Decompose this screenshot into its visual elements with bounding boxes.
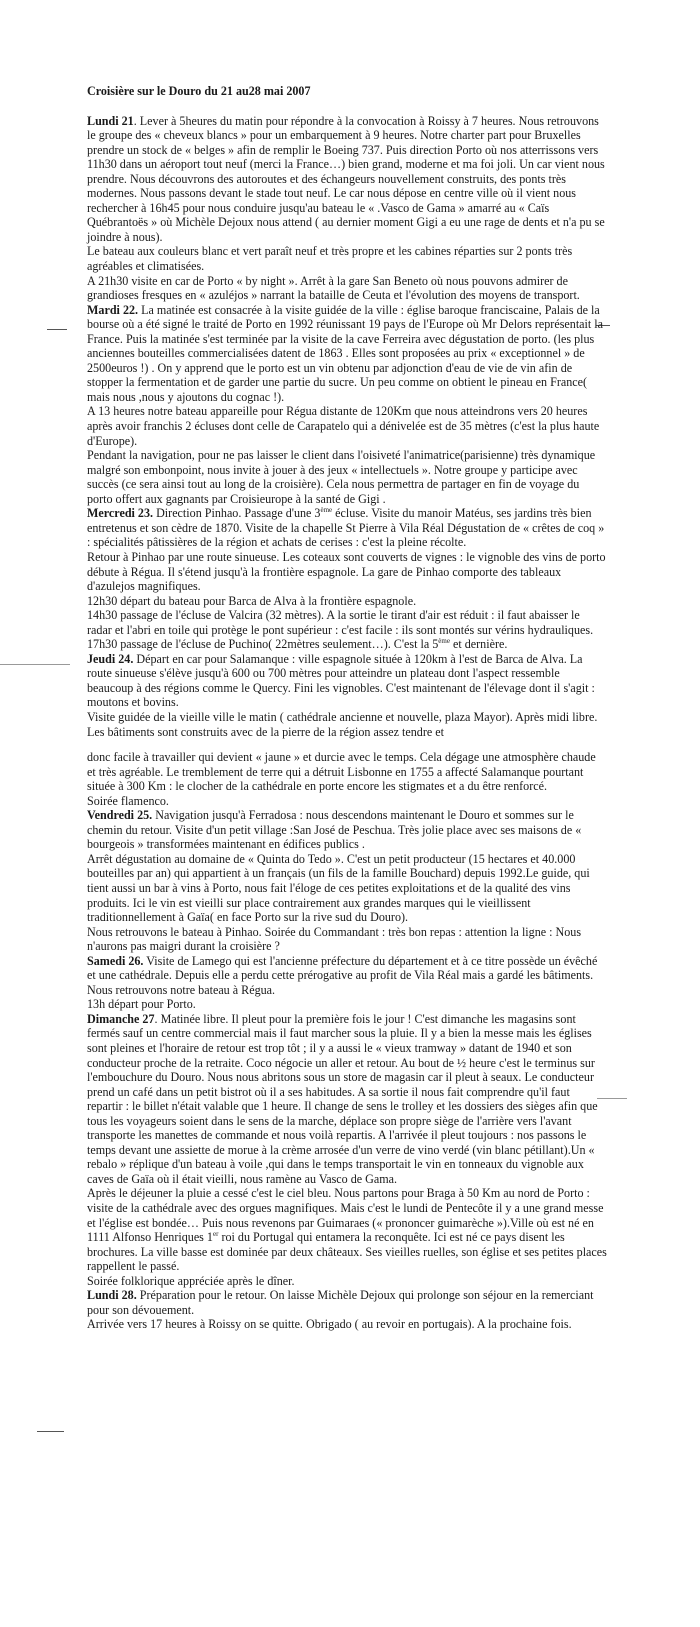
paragraph (87, 794, 607, 809)
paragraph (87, 652, 607, 710)
paragraph-text: A 13 heures notre bateau appareille pour Régua distante de 120Km que nous atteindrons vers 20 heures après avoir franchis 2 écluses dont celle de Carapatelo qui a dénivelée est de 35 mètres (c'est la plus haute d'Europe). (87, 404, 600, 448)
paragraph (87, 1186, 607, 1273)
paragraph-text-continued: écluse. Visite du manoir Matéus, ses jardins très bien entretenus et son cèdre de 1870. Visite de la chapelle St Pierre à Vila Réal Dégustation de « crêtes de coq » : spécialités pâtissières de la région et achats de cerises : c'est la pleine récolte. (87, 506, 605, 550)
paragraph (87, 274, 607, 303)
paragraph-text: donc facile à travailler qui devient « jaune » et durcie avec le temps. Cela dégage une atmosphère chaude et très agréable. Le tremblement de terre qui a détruit Lisbonne en 1755 a affecté Salamanque pourtant située à 300 Km : le clocher de la cathédrale en porte encore les stigmates et a du être renforcé. (87, 750, 596, 794)
paragraph (87, 852, 607, 925)
paragraph (87, 925, 607, 954)
day-heading: Mercredi 23. (87, 506, 154, 521)
paragraph-text: Visite de Lamego qui est l'ancienne préfecture du département et à ce titre possède un évêché et une cathédrale. Depuis elle a perdu cette prérogative au profit de Vila Réal mais a gardé les bâtiments. Nous retrouvons notre bateau à Régua. (87, 953, 598, 997)
paragraph-text: Soirée flamenco. (87, 793, 169, 808)
ordinal-superscript: er (212, 1230, 219, 1239)
paragraph (87, 1317, 607, 1332)
scan-margin-mark (47, 329, 67, 330)
scan-margin-mark (0, 664, 70, 665)
paragraph-text: . Lever à 5heures du matin pour répondre à la convocation à Roissy à 7 heures. Nous retrouvons le groupe des « cheveux blancs » pour un embarquement à 9 heures. Notre charter part pour Bruxelles prendre un stock de « belges » afin de remplir le Boeing 737. Puis direction Porto où nos atterrissons vers 11h30 dans un aéroport tout neuf (merci la France…) bien grand, moderne et ma foi joli. Un car vient nous prendre. Nous découvrons des autoroutes et des échangeurs nouvellement construits, des ponts très modernes. Nous passons devant le stade tout neuf. Le car nous dépose en centre ville où il vient nous rechercher à 16h45 pour nous conduire jusqu'au bateau le « .Vasco de Gama » amarré au « Caïs Québrantoës » où Michèle Dejoux nous attend ( au dernier moment Gigi a eu une rage de dents et n'a pu se joindre à nous). (87, 113, 605, 244)
paragraph-text: 13h départ pour Porto. (87, 997, 196, 1012)
document-page (87, 84, 607, 1332)
paragraph-text: . Matinée libre. Il pleut pour la première fois le jour ! C'est dimanche les magasins sont fermés sauf un centre commercial mais il faut marcher sous la pluie. Il y a bien la messe mais les églises sont pleines et l'horaire de retour est trop tôt ; il y a aussi le « vieux tramway » datant de 1940 et son conducteur proche de la retraite. Coco négocie un aller et retour. Au bout de ½ heure c'est le terminus sur l'embouchure du Douro. Nous nous abritons sous un store de magasin car il pleut à seaux. Le conducteur prend un café dans un petit bistrot où il a ses habitudes. A sa sortie il nous fait comprendre qu'il faut repartir : le billet n'était valable que 1 heure. Il change de sens le trolley et les dossiers des sièges afin que tous les voyageurs soient dans le sens de la marche, déplace son propre siège de l'arrière vers l'avant transporte les manettes de commande et nous voilà repartis. A l'arrivée il pleut toujours : nos passons le temps devant une assiette de morue à la crème arrosée d'un verre de vino verdé (vin blanc pétillant).Un « rebalo » réplique d'un bateau à voile ,qui dans le temps transportait le vin en tonneaux du vignoble aux caves de Gaïa où il était vieilli, nous ramène au Vasco de Gama. (87, 1011, 598, 1186)
paragraph (87, 244, 607, 273)
paragraph (87, 114, 607, 245)
paragraph-text: A 21h30 visite en car de Porto « by night ». Arrêt à la gare San Beneto où nous pouvons admirer de grandioses fresques en « azuléjos » narrant la bataille de Ceuta et l'évolution des moyens de transport. (87, 273, 580, 303)
paragraph-text-continued: roi du Portugal qui entamera la reconquête. Ici est né ce pays disent les brochures. La ville basse est dominée par deux châteaux. Ses vieilles ruelles, son église et ses petites places rappellent le passé. (87, 1230, 607, 1274)
ordinal-superscript: ème (320, 506, 333, 515)
paragraph-text: Le bateau aux couleurs blanc et vert paraît neuf et très propre et les cabines réparties sur 2 ponts très agréables et climatisées. (87, 244, 573, 274)
paragraph (87, 1274, 607, 1289)
day-heading: Lundi 21 (87, 113, 134, 128)
paragraph (87, 303, 607, 405)
paragraph-text: 12h30 départ du bateau pour Barca de Alva à la frontière espagnole. (87, 593, 417, 608)
paragraph-text: Navigation jusqu'à Ferradosa : nous descendons maintenant le Douro et sommes sur le chemin du retour. Visite d'un petit village :San José de Peschua. Très jolie place avec ses maisons de « bourgeois » transformées maintenant en édifices publics . (87, 808, 582, 852)
paragraph (87, 997, 607, 1012)
scan-margin-mark (37, 1431, 64, 1432)
paragraph (87, 750, 607, 794)
paragraph (87, 1288, 607, 1317)
paragraph-text: Pendant la navigation, pour ne pas laisser le client dans l'oisiveté l'animatrice(parisienne) très dynamique malgré son embonpoint, nous invite à jouer à des jeux « intellectuels ». Notre groupe y participe avec succès (ce sera ainsi tout au long de la croisière). Cela nous permettra de partager en fin de voyage du porto offert aux gagnants par Croisieurope à la santé de Gigi . (87, 448, 596, 506)
paragraph-text: La matinée est consacrée à la visite guidée de la ville : église baroque franciscaine, Palais de la bourse où a été signé le traité de Porto en 1992 réunissant 19 pays de l'Europe où Mr Delors représentait la France. Puis la matinée s'est terminée par la visite de la cave Ferreira avec dégustation de porto. (les plus anciennes bouteilles commercialisées datent de 1863 . Elles sont proposées au prix « exceptionnel » de 2500euros !) . On y apprend que le porto est un vin obtenu par adjonction d'eau de vie de vin afin de stopper la fermentation et de garder une partie du sucre. Un peu comme on obtient le pineau en France( mais nous ,nous y ajoutons du cognac !). (87, 302, 604, 404)
paragraph-text: Nous retrouvons le bateau à Pinhao. Soirée du Commandant : très bon repas : attention la ligne : Nous n'aurons pas maigri durant la croisière ? (87, 924, 582, 954)
day-heading: Samedi 26. (87, 953, 144, 968)
paragraph (87, 954, 607, 998)
paragraph-text: Visite guidée de la vieille ville le matin ( cathédrale ancienne et nouvelle, plaza Mayor). Après midi libre. Les bâtiments sont construits avec de la pierre de la région assez tendre et (87, 709, 598, 739)
day-heading: Lundi 28. (87, 1288, 137, 1303)
paragraph-text: Arrêt dégustation au domaine de « Quinta do Tedo ». C'est un petit producteur (15 hectares et 40.000 bouteilles par an) qui appartient à un français (un fils de la famille Bouchard) depuis 1992.Le guide, qui tient aussi un bar à vins à Porto, nous fait l'éloge de ces petites exploitations et de la qualité des vins produits. Ici le vin est vieilli sur place contrairement aux grandes marques qui le vieillissent traditionnellement à Gaïa( en face Porto sur la rive sud du Douro). (87, 851, 590, 925)
paragraph-text: Départ en car pour Salamanque : ville espagnole située à 120km à l'est de Barca de Alva. La route sinueuse s'élève jusqu'à 600 ou 700 mètres pour atteindre un plateau dont l'aspect ressemble beaucoup à des régions comme le Quercy. Fini les vignobles. C'est maintenant de l'élevage dont il s'agit : moutons et bovins. (87, 651, 595, 710)
paragraph-text: 17h30 passage de l'écluse de Puchino( 22mètres seulement…). C'est la 5 (87, 637, 439, 652)
paragraph-text: Après le déjeuner la pluie a cessé c'est le ciel bleu. Nous partons pour Braga à 50 Km au nord de Porto : visite de la cathédrale avec des orgues magnifiques. Mais c'est le lundi de Pentecôte il y a une grand messe et l'église est bondée… Puis nous revenons par Guimaraes (« prononcer guimarèche »).Ville où est né en 1111 Alfonso Henriques 1 (87, 1186, 604, 1245)
paragraph-text: Arrivée vers 17 heures à Roissy on se quitte. Obrigado ( au revoir en portugais). A la prochaine fois. (87, 1317, 572, 1332)
day-heading: Vendredi 25. (87, 808, 153, 823)
document-body-part2 (87, 750, 607, 1332)
paragraph (87, 1012, 607, 1187)
paragraph (87, 404, 607, 448)
ordinal-superscript: ème (438, 637, 450, 646)
paragraph-text: 14h30 passage de l'écluse de Valcira (32 mètres). A la sortie le tirant d'air est réduit : il faut abaisser le radar et l'abri en toile qui protège le pont supérieur : c'est facile : ils sont montés sur vérins hydrauliques. (87, 608, 594, 637)
paragraph-text: Direction Pinhao. Passage d'une 3 (153, 506, 321, 521)
paragraph-text-continued: et dernière. (449, 637, 508, 652)
paragraph (87, 608, 607, 637)
paragraph (87, 710, 607, 739)
document-body-part1 (87, 114, 607, 740)
day-heading: Mardi 22. (87, 302, 139, 317)
paragraph-text: Préparation pour le retour. On laisse Michèle Dejoux qui prolonge son séjour en la remerciant pour son dévouement. (87, 1288, 594, 1317)
paragraph-text: Retour à Pinhao par une route sinueuse. Les coteaux sont couverts de vignes : le vignoble des vins de porto débute à Régua. Il s'étend jusqu'à la frontière espagnole. La gare de Pinhao comporte des tableaux d'azulejos magnifiques. (87, 549, 606, 594)
paragraph (87, 594, 607, 609)
paragraph-text: Soirée folklorique appréciée après le dîner. (87, 1273, 295, 1288)
paragraph (87, 637, 607, 652)
document-title: Croisière sur le Douro du 21 au28 mai 2007 (87, 84, 311, 98)
day-heading: Dimanche 27 (87, 1011, 155, 1026)
page-break-gap (87, 739, 607, 750)
paragraph (87, 550, 607, 594)
paragraph (87, 808, 607, 852)
day-heading: Jeudi 24. (87, 651, 134, 666)
paragraph (87, 448, 607, 506)
paragraph (87, 506, 607, 550)
